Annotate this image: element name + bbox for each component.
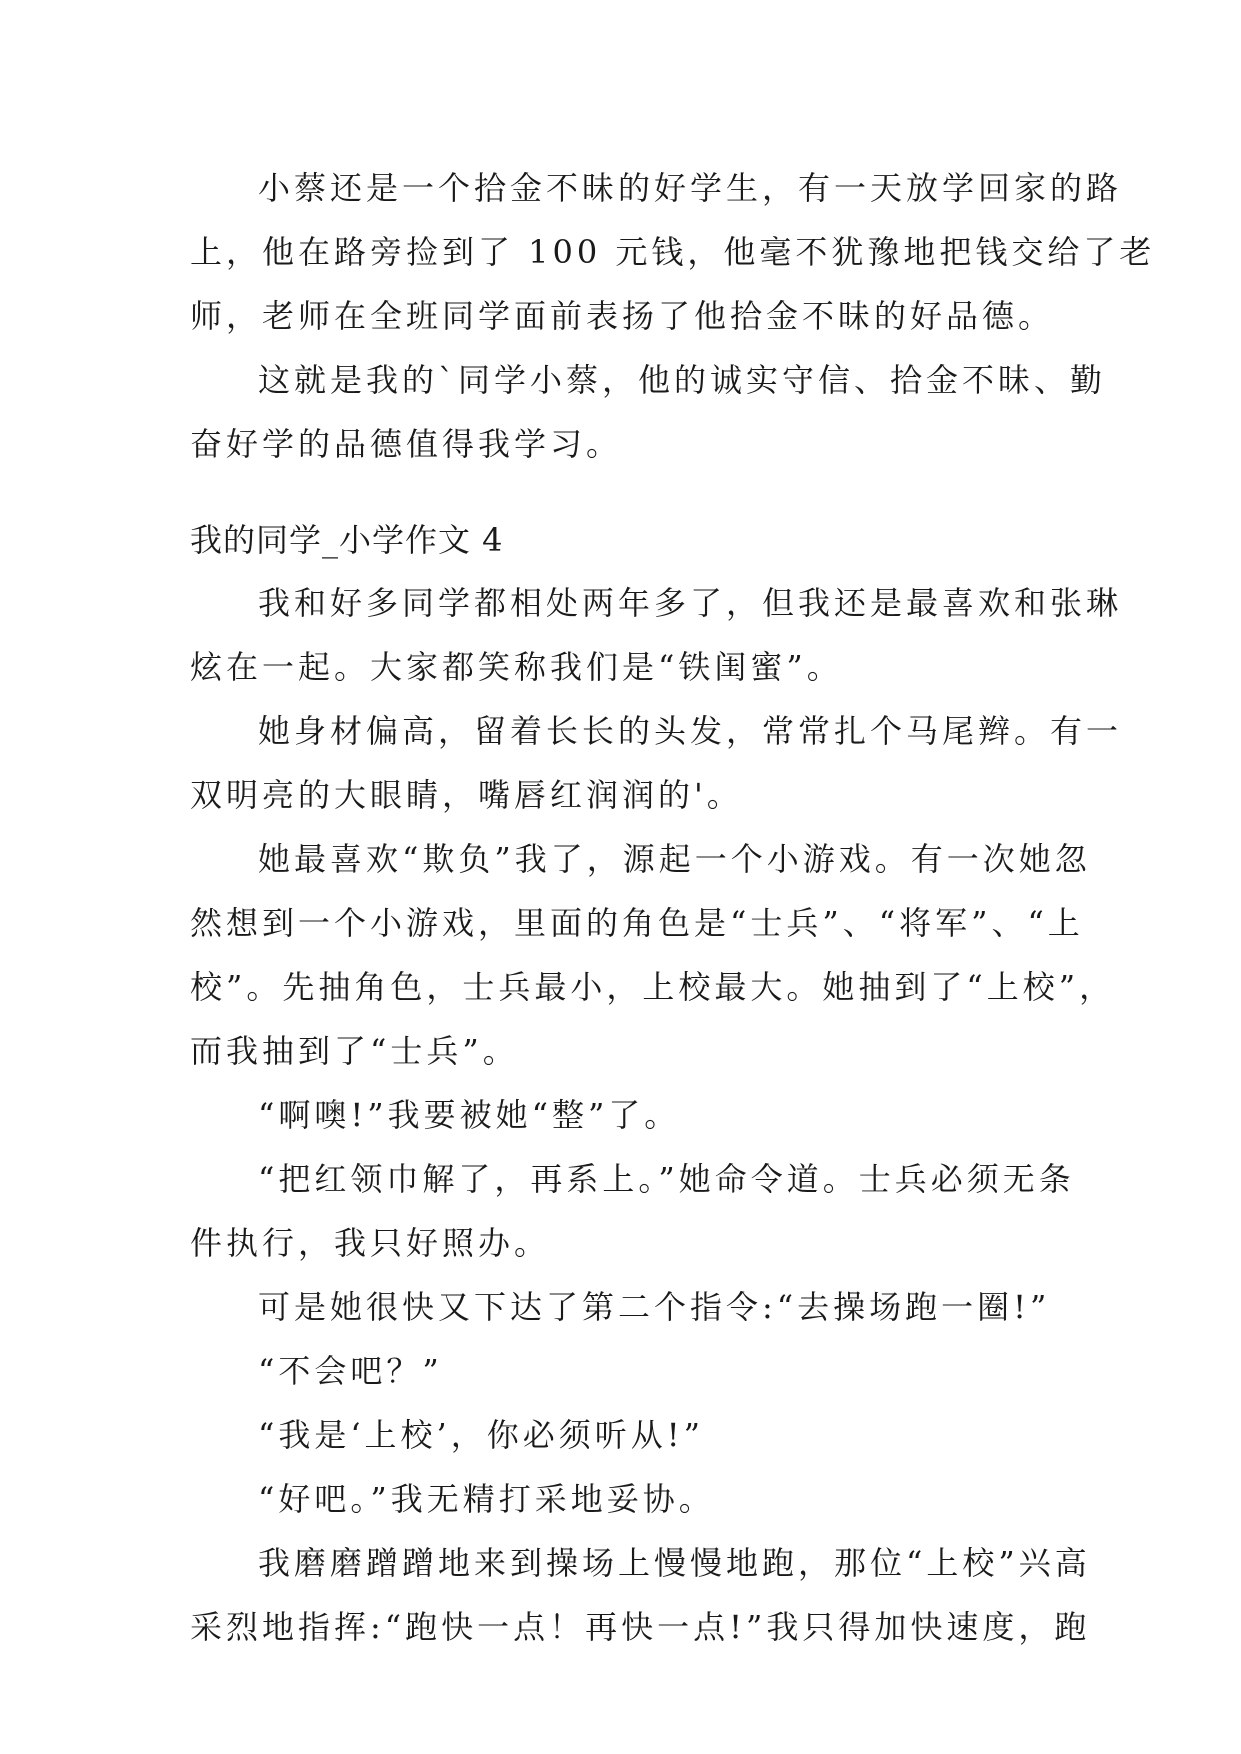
text-line: 采烈地指挥:“跑快一点！再快一点!”我只得加快速度，跑 — [190, 1608, 1091, 1646]
text-line: “好吧。”我无精打采地妥协。 — [258, 1480, 715, 1518]
text-line: 件执行，我只好照办。 — [190, 1224, 551, 1262]
text-line: 她身材偏高，留着长长的头发，常常扎个马尾辫。有一 — [258, 712, 1123, 750]
text-line: “把红领巾解了，再系上。”她命令道。士兵必须无条 — [258, 1160, 1075, 1198]
text-line: 小蔡还是一个拾金不昧的好学生，有一天放学回家的路 — [258, 169, 1123, 207]
text-line: 她最喜欢“欺负”我了，源起一个小游戏。有一次她忽 — [258, 840, 1091, 878]
text-line: 炫在一起。大家都笑称我们是“铁闺蜜”。 — [190, 648, 843, 686]
text-line: “不会吧？” — [258, 1352, 443, 1390]
text-line: 可是她很快又下达了第二个指令:“去操场跑一圈!” — [258, 1288, 1051, 1326]
text-line: 双明亮的大眼睛，嘴唇红润润的'。 — [190, 776, 743, 814]
section-heading: 我的同学_小学作文 4 — [190, 521, 504, 559]
text-line: 奋好学的品德值得我学习。 — [190, 425, 623, 463]
text-line: 上，他在路旁捡到了 100 元钱，他毫不犹豫地把钱交给了老 — [190, 233, 1156, 271]
text-line: 而我抽到了“士兵”。 — [190, 1032, 519, 1070]
text-line: 然想到一个小游戏，里面的角色是“士兵”、“将军”、“上 — [190, 904, 1084, 942]
text-line: 校”。先抽角色，士兵最小，上校最大。她抽到了“上校”， — [190, 968, 1116, 1006]
text-line: “啊噢!”我要被她“整”了。 — [258, 1096, 681, 1134]
text-line: “我是‘上校’，你必须听从!” — [258, 1416, 704, 1454]
text-line: 师，老师在全班同学面前表扬了他拾金不昧的好品德。 — [190, 297, 1055, 335]
text-line: 这就是我的`同学小蔡，他的诚实守信、拾金不昧、勤 — [258, 361, 1107, 399]
text-line: 我和好多同学都相处两年多了，但我还是最喜欢和张琳 — [258, 584, 1123, 622]
text-line: 我磨磨蹭蹭地来到操场上慢慢地跑，那位“上校”兴高 — [258, 1544, 1091, 1582]
